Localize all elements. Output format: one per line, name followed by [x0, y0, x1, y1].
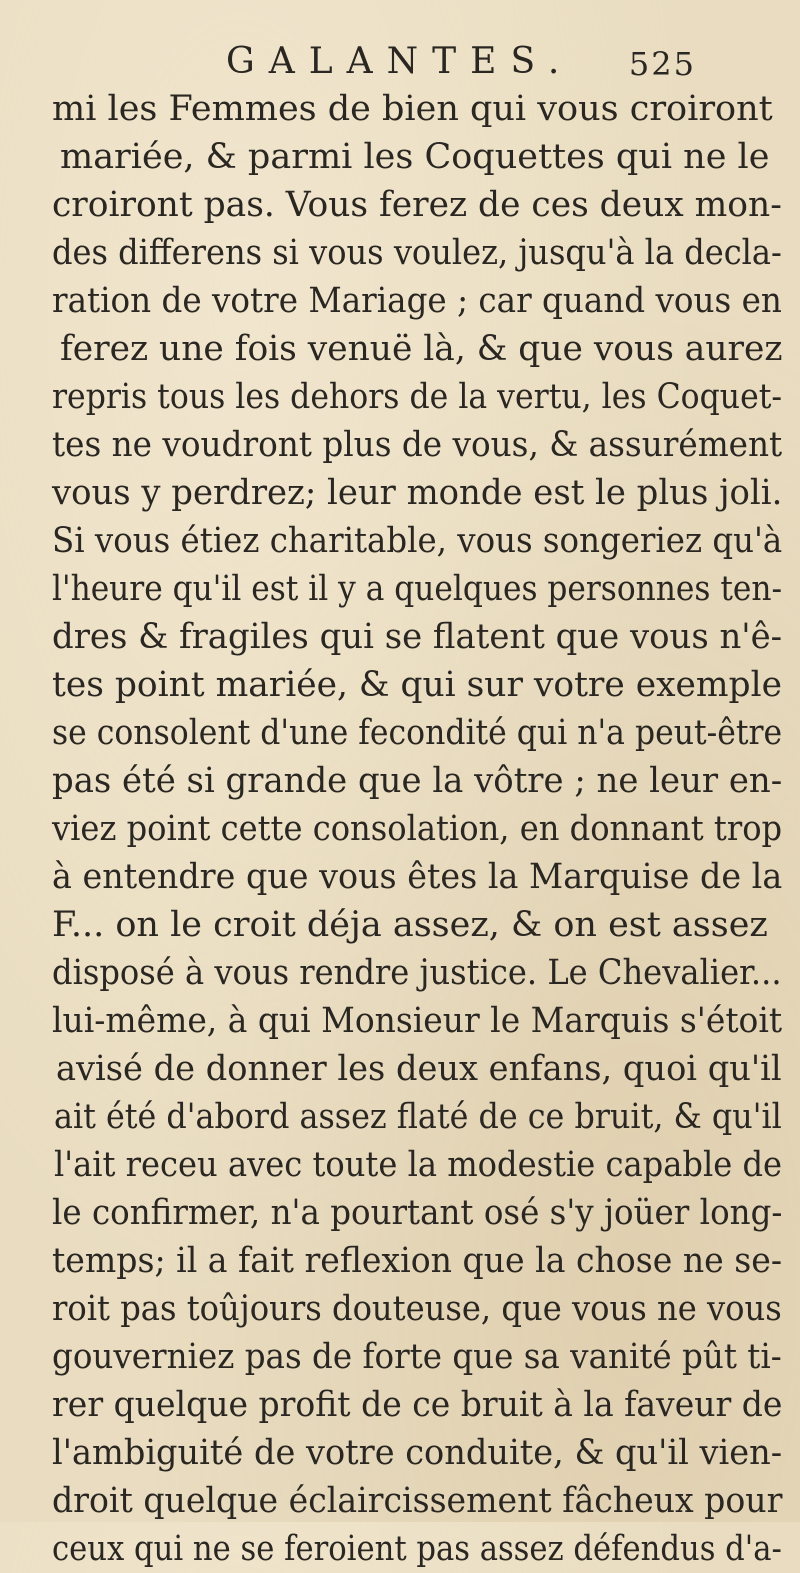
text-line: disposé à vous rendre justice. Le Chevalier... [52, 953, 782, 993]
text-line: des differens si vous voulez, jusqu'à la decla- [52, 233, 782, 273]
text-line: mariée, & parmi les Coquettes qui ne le [60, 137, 770, 177]
text-line: l'heure qu'il est il y a quelques personnes ten- [52, 569, 783, 609]
text-line: dres & fragiles qui se flatent que vous n'ê- [52, 617, 783, 657]
text-line: rer quelque profit de ce bruit à la faveur de [52, 1385, 783, 1425]
text-line: l'ait receu avec toute la modestie capable de [54, 1145, 783, 1185]
text-line: tes ne voudront plus de vous, & assurément [52, 425, 783, 465]
text-line: roit pas toûjours douteuse, que vous ne vous [52, 1289, 782, 1329]
text-line: repris tous les dehors de la vertu, les Coquet- [52, 377, 783, 417]
text-line: ration de votre Mariage ; car quand vous en [52, 281, 782, 321]
text-line: Si vous étiez charitable, vous songeriez qu'à [52, 521, 783, 561]
text-line: F... on le croit déja assez, & on est assez [52, 905, 768, 945]
text-line: tes point mariée, & qui sur votre exemple [52, 665, 782, 705]
page-header [226, 42, 696, 82]
text-line: ferez une fois venuë là, & que vous aurez [60, 329, 783, 369]
text-line: ceux qui ne se feroient pas assez défendus d'a- [52, 1529, 782, 1569]
text-line: à entendre que vous êtes la Marquise de la [52, 857, 783, 897]
text-line: lui-même, à qui Monsieur le Marquis s'étoit [52, 1001, 783, 1041]
text-line: pas été si grande que la vôtre ; ne leur en- [52, 761, 783, 801]
text-line: viez point cette consolation, en donnant trop [52, 809, 783, 849]
text-line: croiront pas. Vous ferez de ces deux mon- [52, 185, 782, 225]
text-line: droit quelque éclaircissement fâcheux pour [52, 1481, 783, 1521]
text-line: vous y perdrez; leur monde est le plus joli. [52, 473, 783, 513]
text-line: mi les Femmes de bien qui vous croiront [52, 89, 773, 129]
running-head: GALANTES. [226, 41, 574, 82]
text-line: gouverniez pas de forte que sa vanité pût ti- [52, 1337, 782, 1377]
text-line: temps; il a fait reflexion que la chose ne se- [52, 1241, 783, 1281]
text-line: ait été d'abord assez flaté de ce bruit, & qu'il [54, 1097, 782, 1137]
text-line: se consolent d'une fecondité qui n'a peut-être [52, 713, 783, 753]
text-line: l'ambiguité de votre conduite, & qu'il vien- [52, 1433, 783, 1473]
text-line: avisé de donner les deux enfans, quoi qu'il [56, 1049, 782, 1089]
page-number: 525 [628, 45, 696, 83]
text-line: le confirmer, n'a pourtant osé s'y joüer long- [52, 1193, 783, 1233]
